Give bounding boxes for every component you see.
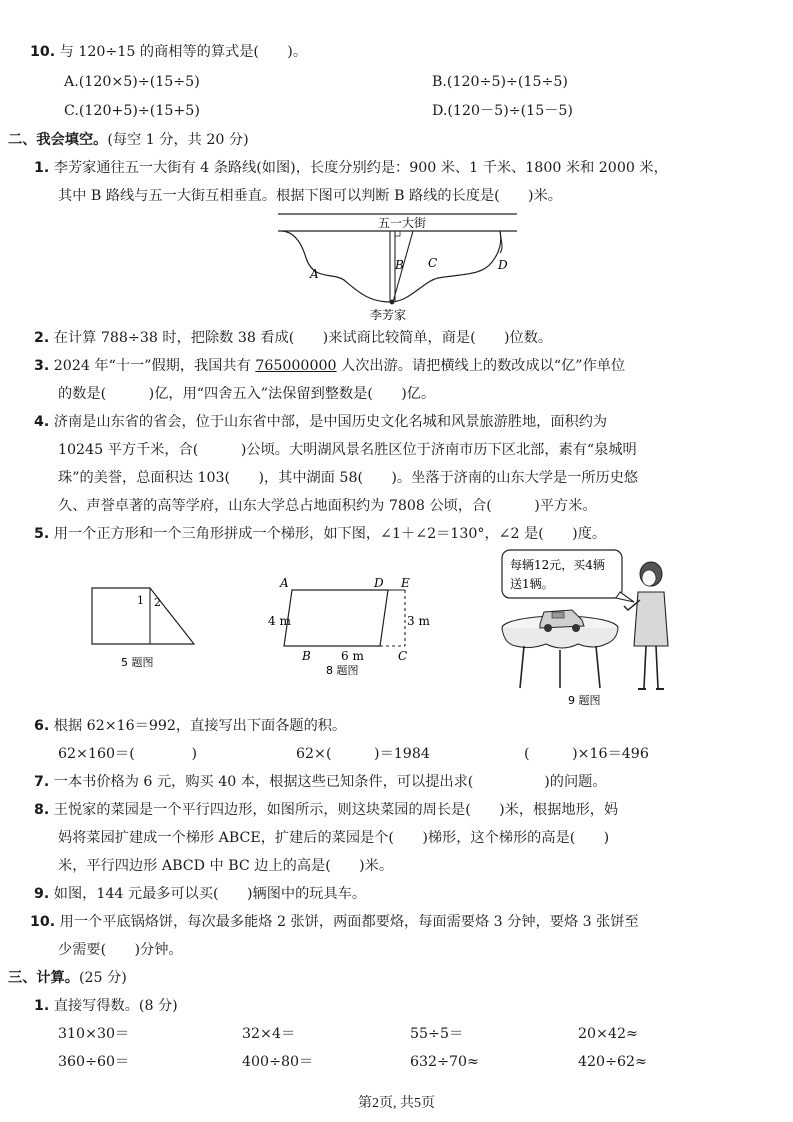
route-diagram — [270, 206, 525, 324]
section2-heading — [8, 130, 249, 150]
q2-line — [34, 328, 552, 348]
option-a: A.(120×5)÷(15÷5) — [64, 74, 200, 90]
side-left-label: 4 m — [268, 614, 291, 628]
q4-line2: 10245 平方千米，合( )公顷。大明湖风景名胜区位于济南市历下区北部，素有“泉城明 — [58, 442, 637, 458]
question-text: 李芳家通往五一大街有 4 条路线(如图)，长度分别约是：900 米、1 千米、1800 米和 2000 米， — [53, 160, 668, 176]
q8-line3: 米，平行四边形 ABCD 中 BC 边上的高是( )米。 — [58, 858, 394, 874]
question-number: 4. — [34, 414, 50, 430]
vertex-c: C — [398, 649, 408, 663]
question-text: 如图，144 元最多可以买( )辆图中的玩具车。 — [53, 886, 367, 902]
figure-9 — [490, 548, 690, 710]
section3-heading — [8, 968, 127, 988]
underlined-number: 765000000 — [255, 358, 337, 374]
q1-line2: 其中 B 路线与五一大街互相垂直。根据下图可以判断 B 路线的长度是( )米。 — [58, 188, 562, 204]
q6-item-1: 62×160＝( ) — [58, 746, 198, 762]
section-note: (25 分) — [78, 970, 127, 986]
section-title: 二、我会填空。 — [8, 132, 108, 148]
calc-item: 360÷60＝ — [58, 1054, 130, 1070]
angle-2-label: 2 — [154, 596, 161, 609]
q10-choice-line — [30, 42, 307, 62]
question-text: 直接写得数。(8 分) — [53, 998, 178, 1014]
question-text: 根据 62×16＝992，直接写出下面各题的积。 — [53, 718, 347, 734]
q6-item-3: ( )×16＝496 — [524, 746, 649, 762]
q3-line1 — [34, 356, 625, 376]
q5-line — [34, 524, 606, 544]
question-text: 王悦家的菜园是一个平行四边形，如图所示，则这块菜园的周长是( )米，根据地形，妈 — [53, 802, 619, 818]
q10-line1 — [30, 912, 639, 932]
side-right-label: 3 m — [407, 614, 430, 628]
bubble-line-2: 送1辆。 — [510, 577, 554, 591]
question-number: 10. — [30, 44, 56, 60]
q10-line2: 少需要( )分钟。 — [58, 942, 183, 958]
q6-line — [34, 716, 346, 736]
question-text: 在计算 788÷38 时，把除数 38 看成( )来试商比较简单，商是( )位数。 — [53, 330, 553, 346]
question-number: 7. — [34, 774, 50, 790]
home-label: 李芳家 — [370, 308, 407, 322]
q4-line4: 久、声誉卓著的高等学府，山东大学总占地面积约为 7808 公顷，合( )平方米。 — [58, 498, 597, 514]
question-number: 8. — [34, 802, 50, 818]
figure-caption: 8 题图 — [326, 664, 359, 677]
question-text: 济南是山东省的省会，位于山东省中部，是中国历史文化名城和风景旅游胜地，面积约为 — [53, 414, 608, 430]
calc-item: 400÷80＝ — [242, 1054, 314, 1070]
question-number: 1. — [34, 998, 50, 1014]
question-number: 1. — [34, 160, 50, 176]
option-b: B.(120÷5)÷(15÷5) — [432, 74, 568, 90]
route-d-label: D — [498, 258, 508, 272]
option-d: D.(120－5)÷(15－5) — [432, 103, 573, 119]
s3-q1-line — [34, 996, 178, 1016]
vertex-e: E — [401, 576, 410, 590]
side-bottom-label: 6 m — [341, 649, 364, 663]
q8-line2: 妈将菜园扩建成一个梯形 ABCE，扩建后的菜园是个( )梯形，这个梯形的高是( ) — [58, 830, 610, 846]
vertex-d: D — [374, 576, 384, 590]
question-number: 6. — [34, 718, 50, 734]
q7-line — [34, 772, 607, 792]
q6-item-2: 62×( )＝1984 — [296, 746, 430, 762]
q9-line — [34, 884, 366, 904]
street-label: 五一大街 — [378, 216, 427, 230]
question-number: 10. — [30, 914, 56, 930]
calc-item: 632÷70≈ — [410, 1054, 479, 1070]
question-number: 2. — [34, 330, 50, 346]
question-number: 5. — [34, 526, 50, 542]
page-footer: 第2页, 共5页 — [358, 1096, 435, 1111]
question-text: 2024 年“十一”假期，我国共有 — [53, 358, 256, 374]
calc-item: 55÷5＝ — [410, 1026, 464, 1042]
route-c-label: C — [428, 256, 438, 270]
angle-1-label: 1 — [137, 594, 144, 607]
q8-line1 — [34, 800, 618, 820]
question-text: 用一个正方形和一个三角形拼成一个梯形，如下图，∠1＋∠2＝130°，∠2 是( )度。 — [53, 526, 607, 542]
vertex-b: B — [302, 649, 311, 663]
q4-line3: 珠”的美誉，总面积达 103( )，其中湖面 58( )。坐落于济南的山东大学是一所历史悠 — [58, 470, 639, 486]
calc-item: 420÷62≈ — [578, 1054, 647, 1070]
question-text: 一本书价格为 6 元，购买 40 本，根据这些已知条件，可以提出求( )的问题。 — [53, 774, 607, 790]
bubble-line-1: 每辆12元，买4辆 — [510, 558, 605, 572]
route-a-label: A — [310, 267, 319, 281]
figure-caption: 9 题图 — [568, 694, 601, 707]
calc-item: 310×30＝ — [58, 1026, 130, 1042]
question-text: 人次出游。请把横线上的数改成以“亿”作单位 — [336, 358, 626, 374]
option-c: C.(120+5)÷(15+5) — [64, 103, 200, 119]
figure-5 — [84, 582, 214, 672]
calc-item: 32×4＝ — [242, 1026, 296, 1042]
vertex-a: A — [280, 576, 289, 590]
question-number: 9. — [34, 886, 50, 902]
route-b-label: B — [395, 258, 404, 272]
q1-line1 — [34, 158, 668, 178]
figure-caption: 5 题图 — [121, 656, 154, 669]
q4-line1 — [34, 412, 607, 432]
calc-item: 20×42≈ — [578, 1026, 638, 1042]
section-note: (每空 1 分，共 20 分) — [107, 132, 249, 148]
question-text: 与 120÷15 的商相等的算式是( )。 — [59, 44, 308, 60]
question-number: 3. — [34, 358, 50, 374]
q3-line2: 的数是( )亿，用“四舍五入”法保留到整数是( )亿。 — [58, 386, 436, 402]
question-text: 用一个平底锅烙饼，每次最多能烙 2 张饼，两面都要烙，每面需要烙 3 分钟，要烙 3 张饼至 — [59, 914, 639, 930]
figure-8 — [264, 574, 439, 678]
section-title: 三、计算。 — [8, 970, 79, 986]
